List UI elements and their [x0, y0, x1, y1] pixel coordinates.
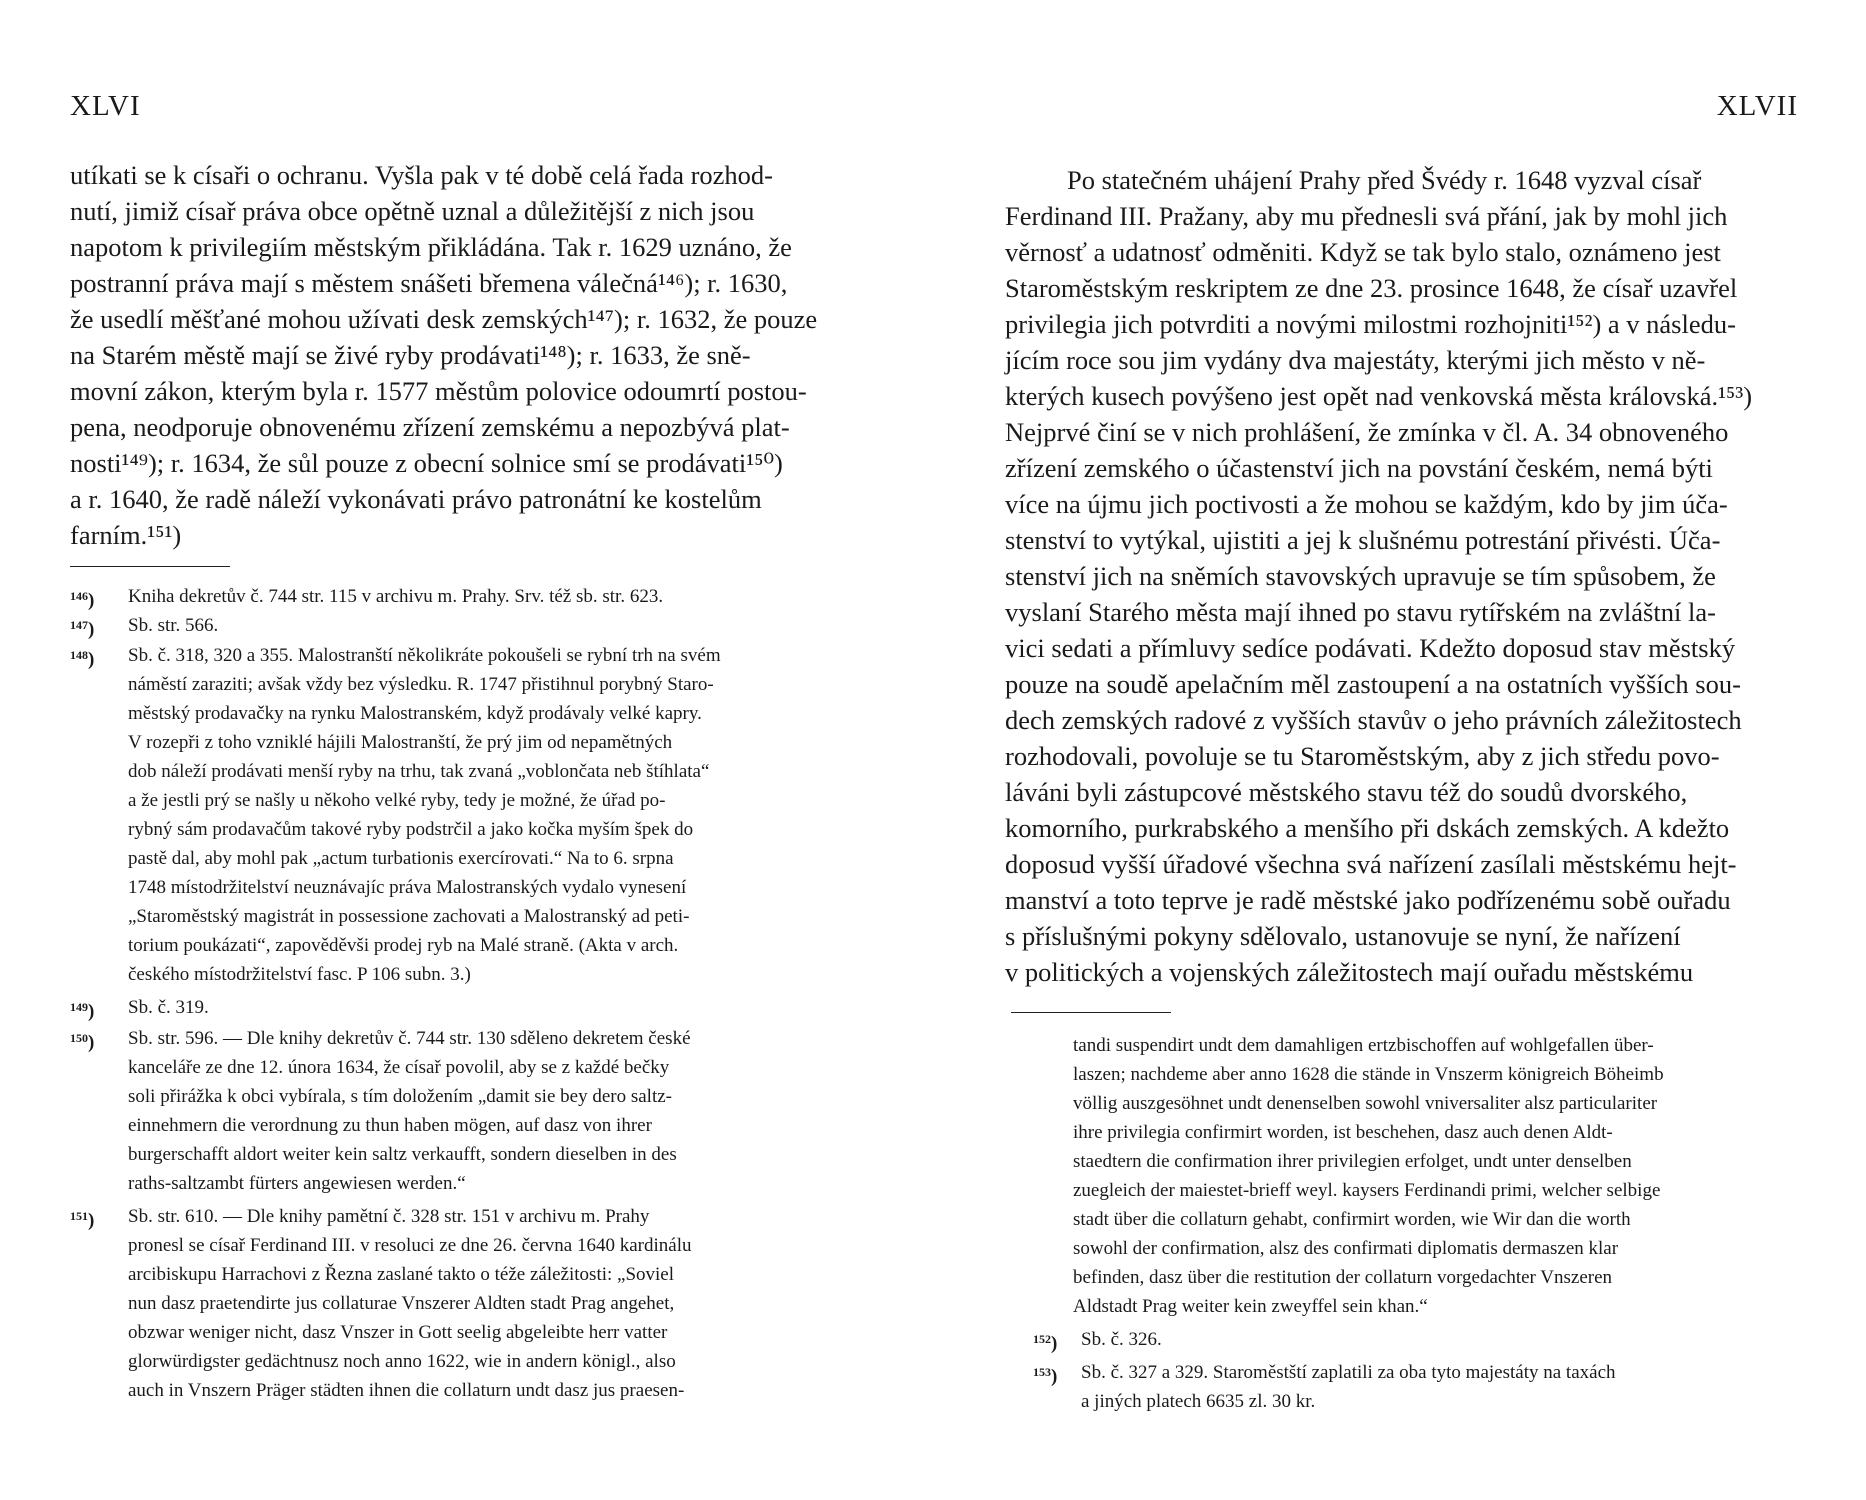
- footnote-rule: [1011, 1012, 1171, 1013]
- footnote-line: stadt über die collaturn gehabt, confirmirt worden, wie Wir dan die worth: [1073, 1209, 1631, 1230]
- body-line: doposud vyšší úřadové všechna svá nařízení zasílali městskému hejt-: [1005, 849, 1737, 879]
- footnote-line: Sb. č. 318, 320 a 355. Malostranští několikráte pokoušeli se rybní trh na svém: [128, 645, 721, 666]
- footnote-line: Kniha dekretův č. 744 str. 115 v archivu m. Prahy. Srv. též sb. str. 623.: [128, 586, 664, 607]
- body-line: Nejprvé činí se v nich prohlášení, že zmínka v čl. A. 34 obnoveného: [1005, 417, 1729, 447]
- body-line: komorního, purkrabského a menšího při dskách zemských. A kdežto: [1005, 813, 1730, 843]
- footnote-number: $^{150}$): [70, 1031, 95, 1053]
- body-line: Ferdinand III. Pražany, aby mu přednesli svá přání, jak by mohl jich: [1005, 201, 1728, 231]
- body-line: farním.¹⁵¹): [70, 520, 182, 550]
- body-line: vici sedati a přímluvy sedíce podávati. Kdežto doposud stav městský: [1005, 633, 1736, 663]
- page-number: XLVII: [1716, 90, 1798, 122]
- body-line: zřízení zemského o účastenství jich na povstání českém, nemá býti: [1005, 453, 1713, 483]
- body-line: pouze na soudě apelačním měl zastoupení a na ostatních vyšších sou-: [1005, 669, 1741, 699]
- right-page: [933, 0, 1866, 1500]
- body-line: napotom k privilegiím městským přikládána. Tak r. 1629 uznáno, že: [70, 232, 792, 262]
- footnote-line: staedtern die confirmation ihrer privilegien erfolget, undt unter denselben: [1073, 1151, 1632, 1172]
- footnote-line: českého místodržitelství fasc. P 106 subn. 3.): [128, 964, 471, 985]
- footnote-line: tandi suspendirt undt dem damahligen ertzbischoffen auf wohlgefallen über-: [1073, 1035, 1654, 1056]
- footnote-line: sowohl der confirmation, alsz des confirmati diplomatis dermaszen klar: [1073, 1238, 1619, 1259]
- footnote-line: Sb. č. 319.: [128, 997, 209, 1018]
- body-line: manství a toto teprve je radě městské jako podřízenému sobě ouřadu: [1005, 885, 1731, 915]
- footnote-line: dob náleží prodávati menší ryby na trhu, tak zvaná „voblončata neb štíhlata“: [128, 761, 710, 782]
- footnote-line: „Staroměstský magistrát in possessione zachovati a Malostranský ad peti-: [128, 906, 690, 927]
- footnote-line: pronesl se císař Ferdinand III. v resoluci ze dne 26. června 1640 kardinálu: [128, 1235, 692, 1256]
- footnote-line: völlig auszgesöhnet undt denenselben sowohl vniversaliter alsz particulariter: [1073, 1093, 1658, 1114]
- footnote-line: Sb. str. 566.: [128, 615, 219, 636]
- footnote-line: ihre privilegia confirmirt worden, ist beschehen, dasz auch denen Aldt-: [1073, 1122, 1613, 1143]
- footnote-line: obzwar weniger nicht, dasz Vnszer in Gott seelig abgeleibte herr vatter: [128, 1322, 668, 1343]
- body-line: že usedlí měšťané mohou užívati desk zemských¹⁴⁷); r. 1632, že pouze: [70, 304, 818, 334]
- footnote-line: Sb. str. 596. — Dle knihy dekretův č. 744 str. 130 sděleno dekretem české: [128, 1028, 691, 1049]
- footnote-line: kanceláře ze dne 12. února 1634, že císař povolil, aby se z každé bečky: [128, 1057, 670, 1078]
- body-line: nutí, jimiž císař práva obce opětně uznal a důležitější z nich jsou: [70, 196, 755, 226]
- footnote-line: Sb. str. 610. — Dle knihy pamětní č. 328 str. 151 v archivu m. Prahy: [128, 1206, 650, 1227]
- body-line: rozhodovali, povoluje se tu Staroměstským, aby z jich středu povo-: [1005, 741, 1720, 771]
- footnote-line: laszen; nachdeme aber anno 1628 die stände in Vnszerm königreich Böheimb: [1073, 1064, 1664, 1085]
- footnote-line: Sb. č. 326.: [1081, 1329, 1162, 1350]
- footnote-line: Sb. č. 327 a 329. Staroměstští zaplatili za oba tyto majestáty na taxách: [1081, 1362, 1616, 1383]
- footnote-line: befinden, dasz über die restitution der collaturn vorgedachter Vnszeren: [1073, 1267, 1613, 1288]
- body-line: privilegia jich potvrditi a novými milostmi rozhojniti¹⁵²) a v následu-: [1005, 309, 1736, 339]
- footnote-line: a že jestli prý se našly u někoho velké ryby, tedy je možné, že úřad po-: [128, 790, 666, 811]
- body-line: kterých kusech povýšeno jest opět nad venkovská města královská.¹⁵³): [1005, 381, 1753, 411]
- body-line: stenství jich na sněmích stavovských upravuje se tím spůsobem, že: [1005, 561, 1716, 591]
- footnote-line: pastě dal, aby mohl pak „actum turbationis exercírovati.“ Na to 6. srpna: [128, 848, 674, 869]
- footnote-line: arcibiskupu Harrachovi z Řezna zaslané takto o téže záležitosti: „Soviel: [128, 1264, 675, 1285]
- footnote-line: V rozepři z toho vzniklé hájili Malostranští, že prý jim od nepamětných: [128, 732, 673, 753]
- body-line: Po statečném uhájení Prahy před Švédy r. 1648 vyzval císař: [1067, 165, 1702, 195]
- body-line: s příslušnými pokyny sdělovalo, ustanovuje se nyní, že nařízení: [1005, 921, 1681, 951]
- body-line: více na újmu jich poctivosti a že mohou se každým, kdo by jim úča-: [1005, 489, 1728, 519]
- body-line: v politických a vojenských záležitostech mají ouřadu městskému: [1005, 957, 1694, 987]
- footnote-line: městský prodavačky na rynku Malostranském, když prodávaly velké kapry.: [128, 703, 702, 724]
- body-line: pena, neodporuje obnovenému zřízení zemskému a nepozbývá plat-: [70, 412, 790, 442]
- footnote-line: 1748 místodržitelství neuznávajíc práva Malostranských vydalo vynesení: [128, 877, 687, 898]
- body-line: věrnosť a udatnosť odměniti. Když se tak bylo stalo, oznámeno jest: [1005, 237, 1721, 267]
- body-line: vyslaní Starého města mají ihned po stavu rytířském na zvláštní la-: [1005, 597, 1716, 627]
- footnote-number: $^{153}$): [1033, 1365, 1058, 1387]
- footnote-line: náměstí zaraziti; avšak vždy bez výsledku. R. 1747 přistihnul porybný Staro-: [128, 674, 714, 695]
- footnote-number: $^{147}$): [70, 618, 95, 640]
- footnote-line: nun dasz praetendirte jus collaturae Vnszerer Aldten stadt Prag angehet,: [128, 1293, 675, 1314]
- footnote-line: burgerschafft aldort weiter kein saltz verkaufft, sondern dieselben in des: [128, 1144, 677, 1165]
- body-line: movní zákon, kterým byla r. 1577 městům polovice odoumrtí postou-: [70, 376, 807, 406]
- body-line: jícím roce sou jim vydány dva majestáty, kterými jich město v ně-: [1005, 345, 1706, 375]
- body-line: Staroměstským reskriptem ze dne 23. prosince 1648, že císař uzavřel: [1005, 273, 1738, 303]
- page-number: XLVI: [70, 90, 141, 122]
- footnote-line: zuegleich der maiestet-brieff weyl. kaysers Ferdinandi primi, welcher selbige: [1073, 1180, 1661, 1201]
- footnote-number: $^{148}$): [70, 648, 95, 670]
- body-line: stenství to vytýkal, ujistiti a jej k slušnému potrestání přivésti. Úča-: [1005, 525, 1721, 555]
- footnote-line: einnehmern die verordnung zu thun haben mögen, auf dasz von ihrer: [128, 1115, 652, 1136]
- footnote-number: $^{151}$): [70, 1209, 95, 1231]
- body-line: a r. 1640, že radě náleží vykonávati právo patronátní ke kostelům: [70, 484, 762, 514]
- body-line: utíkati se k císaři o ochranu. Vyšla pak v té době celá řada rozhod-: [70, 160, 773, 190]
- body-line: nosti¹⁴⁹); r. 1634, že sůl pouze z obecní solnice smí se prodávati¹⁵⁰): [70, 448, 783, 478]
- footnote-number: $^{146}$): [70, 589, 95, 611]
- footnote-line: glorwürdigster gedächtnusz noch anno 1622, wie in andern königl., also: [128, 1351, 676, 1372]
- footnote-line: a jiných platech 6635 zl. 30 kr.: [1081, 1391, 1316, 1412]
- footnote-rule: [70, 566, 230, 567]
- footnote-line: Aldstadt Prag weiter kein zweyffel sein khan.“: [1073, 1296, 1428, 1317]
- footnote-line: torium poukázati“, zapověděvši prodej ryb na Malé straně. (Akta v arch.: [128, 935, 679, 956]
- body-line: na Starém městě mají se živé ryby prodávati¹⁴⁸); r. 1633, že sně-: [70, 340, 751, 370]
- body-line: postranní práva mají s městem snášeti břemena válečná¹⁴⁶); r. 1630,: [70, 268, 788, 298]
- footnote-line: raths-saltzambt fürters angewiesen werden.“: [128, 1173, 466, 1194]
- footnote-line: soli přirážka k obci vybírala, s tím doložením „damit sie bey dero saltz-: [128, 1086, 672, 1107]
- body-line: láváni byli zástupcové městského stavu též do soudů dvorského,: [1005, 777, 1688, 807]
- body-line: dech zemských radové z vyšších stavův o jeho právních záležitostech: [1005, 705, 1742, 735]
- footnote-line: rybný sám prodavačům takové ryby podstrčil a jako kočka myším špek do: [128, 819, 694, 840]
- footnote-number: $^{149}$): [70, 1000, 95, 1022]
- footnote-line: auch in Vnszern Präger städten ihnen die collaturn undt dasz jus praesen-: [128, 1380, 685, 1401]
- footnote-number: $^{152}$): [1033, 1332, 1058, 1354]
